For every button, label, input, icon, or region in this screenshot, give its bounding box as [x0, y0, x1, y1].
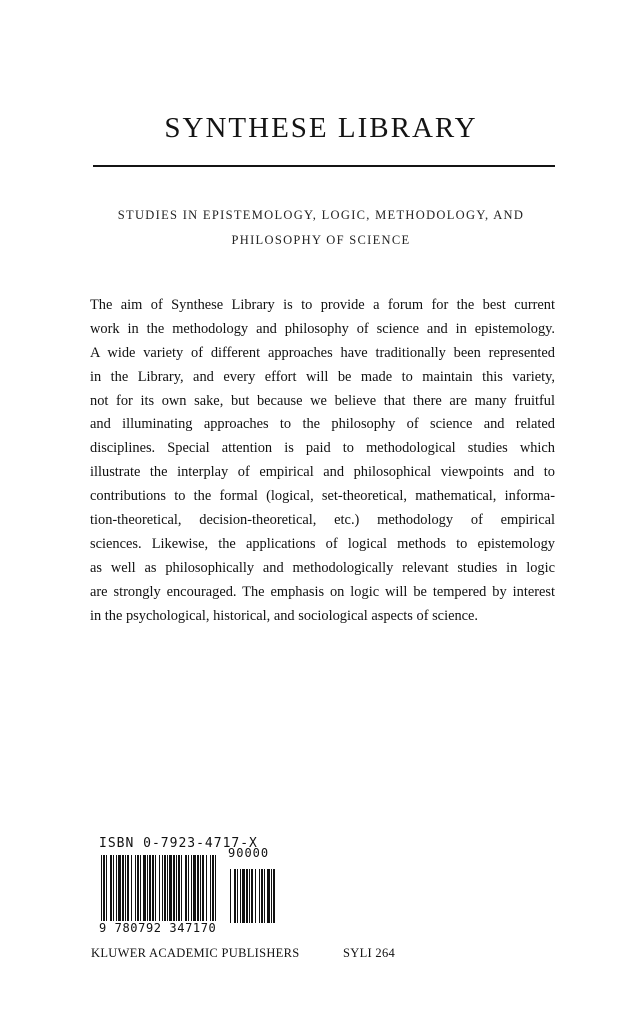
barcode-bar — [110, 855, 112, 923]
description-line: in the psychological, historical, and sociological aspects of science. — [90, 607, 479, 624]
barcode-bar — [215, 855, 216, 923]
barcode-bar — [176, 855, 177, 923]
isbn-label: ISBN 0-7923-4717-X — [99, 836, 258, 851]
barcode-bar — [267, 869, 270, 923]
barcode-supplement-digits: 90000 — [228, 846, 270, 860]
description-line: and illuminating approaches to the philosophy of science and related — [90, 416, 555, 433]
description-line: not for its own sake, but because we believe that there are many fruitful — [90, 392, 555, 409]
barcode-bar — [127, 855, 129, 923]
barcode-bar — [234, 869, 236, 923]
barcode-bar — [162, 855, 163, 923]
barcode-bar — [181, 855, 182, 923]
barcode-bar — [159, 855, 160, 923]
barcode-bar — [113, 855, 114, 923]
description-line: work in the methodology and philosophy of science and in epistemology. — [90, 320, 555, 337]
barcode-bar — [106, 855, 107, 923]
series-subtitle-line-1: STUDIES IN EPISTEMOLOGY, LOGIC, METHODOLOGY, AND — [117, 208, 525, 222]
barcode-bar — [246, 869, 248, 923]
barcode-bar — [101, 855, 102, 923]
barcode-bar — [137, 855, 139, 923]
barcode-bar — [147, 855, 148, 923]
barcode-bar — [249, 869, 250, 923]
series-code: SYLI 264 — [343, 946, 396, 960]
barcode-bar — [135, 855, 136, 923]
publisher-name: KLUWER ACADEMIC PUBLISHERS — [91, 946, 300, 960]
barcode-bar — [206, 855, 207, 923]
barcode-bar — [122, 855, 124, 923]
description-line: sciences. Likewise, the applications of logical methods to epistemology — [90, 535, 555, 552]
barcode-bar — [200, 855, 201, 923]
barcode-bar — [271, 869, 272, 923]
barcode-digits: 9 780792 347170 — [99, 921, 217, 935]
barcode-bar — [169, 855, 172, 923]
title-rule — [93, 165, 555, 167]
barcode-bar — [264, 869, 265, 923]
barcode-bar — [197, 855, 199, 923]
barcode-bar — [240, 869, 241, 923]
description-line: in the Library, and every effort will be made to maintain this variety, — [90, 368, 555, 385]
barcode-bar — [116, 855, 117, 923]
barcode-bar — [167, 855, 168, 923]
description-line: tion-theoretical, decision-theoretical, etc.) methodology of empirical — [90, 512, 555, 529]
description-line: disciplines. Special attention is paid to methodological studies which — [90, 440, 555, 457]
barcode-bar — [140, 855, 141, 923]
barcode-bar — [118, 855, 121, 923]
barcode-bar — [212, 855, 214, 923]
barcode-bar — [103, 855, 105, 923]
barcode-bar — [191, 855, 192, 923]
barcode-bar — [131, 855, 132, 923]
description-paragraph — [90, 294, 555, 628]
barcode-bar — [237, 869, 238, 923]
barcode-bar — [251, 869, 253, 923]
barcode-bar — [210, 855, 211, 923]
barcode-bar — [149, 855, 151, 923]
description-line: A wide variety of different approaches have traditionally been represented — [90, 344, 555, 361]
barcode-bar — [255, 869, 256, 923]
barcode-bar — [193, 855, 196, 923]
barcode-bar — [155, 855, 156, 923]
description-line: illustrate the interplay of empirical and philosophical viewpoints and to — [90, 464, 555, 481]
barcode-bar — [164, 855, 166, 923]
barcode-bar — [173, 855, 175, 923]
description-line: The aim of Synthese Library is to provide a forum for the best current — [90, 297, 555, 313]
barcode-bar — [202, 855, 204, 923]
barcode-bar — [178, 855, 180, 923]
barcode-image — [99, 855, 279, 927]
description-line: as well as philosophically and methodologically relevant studies in logic — [90, 559, 555, 576]
series-subtitle-line-2: PHILOSOPHY OF SCIENCE — [231, 233, 411, 247]
barcode-bar — [261, 869, 263, 923]
description-line: contributions to the formal (logical, set-theoretical, mathematical, informa- — [90, 488, 555, 505]
barcode-bar — [188, 855, 189, 923]
barcode-bar — [259, 869, 260, 923]
barcode-bar — [152, 855, 154, 923]
barcode-bar — [230, 869, 231, 923]
barcode-bar — [185, 855, 187, 923]
barcode-bar — [143, 855, 146, 923]
barcode-bar — [273, 869, 275, 923]
description-line: are strongly encouraged. The emphasis on logic will be tempered by interest — [90, 583, 555, 600]
barcode-bar — [125, 855, 126, 923]
barcode-bar — [242, 869, 245, 923]
series-title: SYNTHESE LIBRARY — [164, 112, 478, 144]
